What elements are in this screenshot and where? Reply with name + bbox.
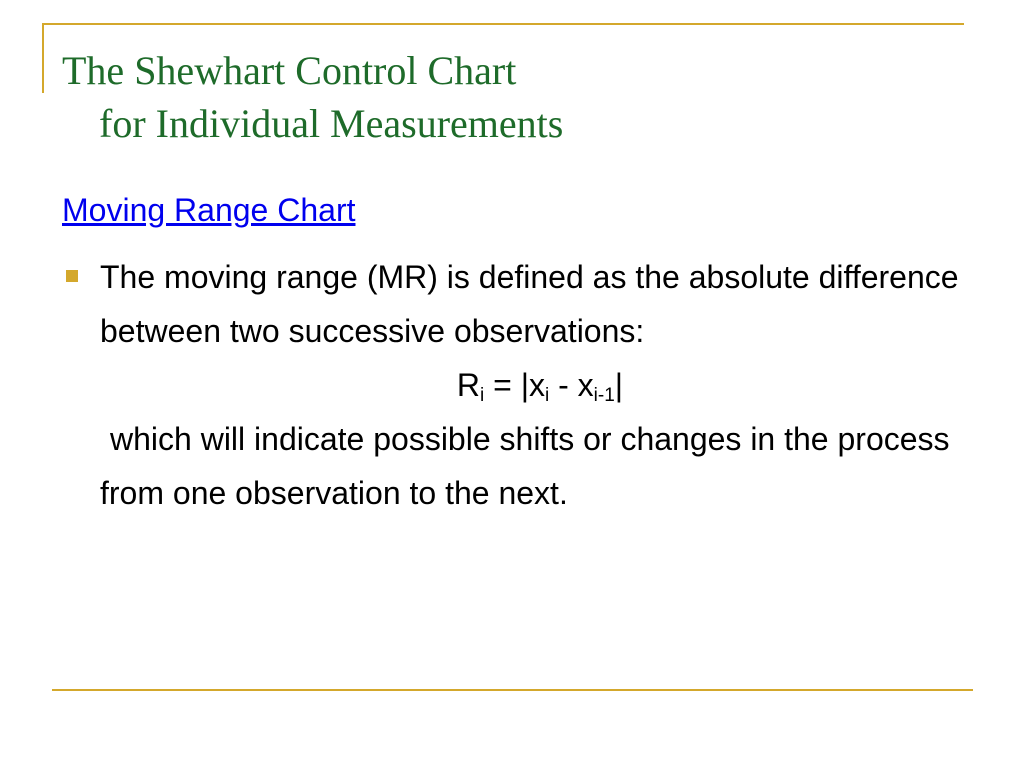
bottom-border-line — [52, 689, 973, 691]
formula-r-subscript: i — [479, 385, 485, 406]
formula-equals-abs: = |x — [484, 367, 545, 403]
title-line-1: The Shewhart Control Chart — [62, 48, 517, 93]
moving-range-formula — [100, 358, 980, 412]
formula-close-abs: | — [614, 367, 624, 403]
bullet-square-icon — [66, 270, 78, 282]
left-border-line — [42, 23, 44, 93]
slide-body — [100, 250, 980, 520]
slide-title — [62, 44, 563, 150]
moving-range-chart-link[interactable]: Moving Range Chart — [62, 192, 356, 228]
continuation-text: which will indicate possible shifts or changes in the process from one observation to the next. — [100, 421, 950, 511]
title-line-2: for Individual Measurements — [99, 101, 564, 146]
formula-x-subscript: i — [545, 385, 550, 406]
formula-minus: - x — [549, 367, 594, 403]
bullet-text: The moving range (MR) is defined as the absolute difference between two successive observations: — [100, 259, 959, 349]
top-border-line — [42, 23, 964, 25]
formula-x-prev-subscript: i-1 — [593, 385, 615, 406]
formula-r: R — [456, 367, 480, 403]
